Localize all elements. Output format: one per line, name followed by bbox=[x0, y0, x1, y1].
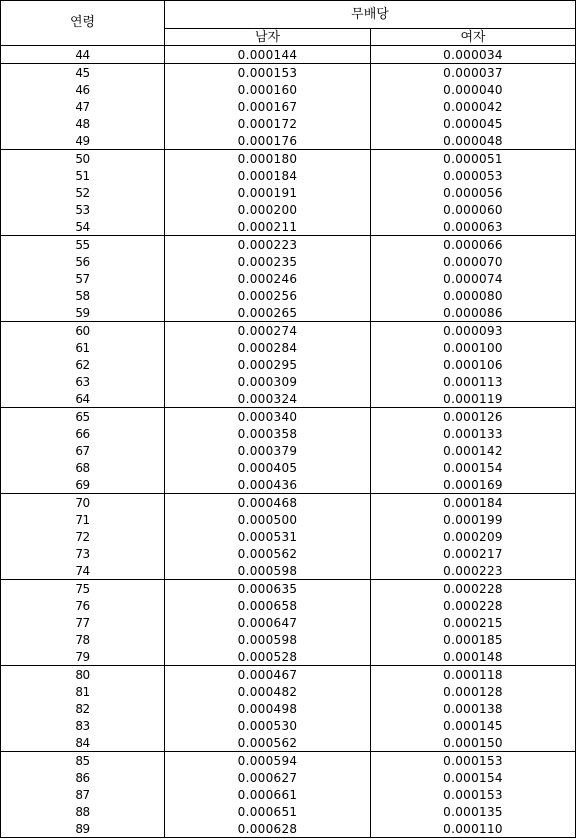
female-rate-cell: 0.000126 bbox=[371, 408, 576, 426]
table-row bbox=[1, 631, 576, 648]
age-cell: 52 bbox=[1, 184, 165, 201]
male-rate-cell: 0.000284 bbox=[165, 339, 371, 356]
table-row bbox=[1, 769, 576, 786]
female-rate-cell: 0.000093 bbox=[371, 322, 576, 340]
male-rate-cell: 0.000405 bbox=[165, 459, 371, 476]
male-rate-cell: 0.000628 bbox=[165, 820, 371, 838]
table-row bbox=[1, 580, 576, 598]
group-column-header: 무배당 bbox=[165, 1, 576, 29]
table-row bbox=[1, 459, 576, 476]
female-rate-cell: 0.000142 bbox=[371, 442, 576, 459]
age-cell: 62 bbox=[1, 356, 165, 373]
age-cell: 64 bbox=[1, 390, 165, 408]
table-row bbox=[1, 167, 576, 184]
male-rate-cell: 0.000340 bbox=[165, 408, 371, 426]
table-row bbox=[1, 322, 576, 340]
female-rate-cell: 0.000223 bbox=[371, 562, 576, 580]
table-row bbox=[1, 562, 576, 580]
male-rate-cell: 0.000562 bbox=[165, 545, 371, 562]
male-rate-cell: 0.000594 bbox=[165, 752, 371, 770]
male-rate-cell: 0.000500 bbox=[165, 511, 371, 528]
table-row bbox=[1, 545, 576, 562]
table-row bbox=[1, 442, 576, 459]
male-rate-cell: 0.000324 bbox=[165, 390, 371, 408]
age-cell: 46 bbox=[1, 81, 165, 98]
male-rate-cell: 0.000498 bbox=[165, 700, 371, 717]
male-rate-cell: 0.000598 bbox=[165, 631, 371, 648]
age-cell: 45 bbox=[1, 64, 165, 82]
female-rate-cell: 0.000145 bbox=[371, 717, 576, 734]
female-rate-cell: 0.000184 bbox=[371, 494, 576, 512]
age-cell: 84 bbox=[1, 734, 165, 752]
male-rate-cell: 0.000184 bbox=[165, 167, 371, 184]
table-row bbox=[1, 528, 576, 545]
male-rate-cell: 0.000223 bbox=[165, 236, 371, 254]
male-rate-cell: 0.000658 bbox=[165, 597, 371, 614]
female-rate-cell: 0.000228 bbox=[371, 580, 576, 598]
table-row bbox=[1, 700, 576, 717]
female-rate-cell: 0.000106 bbox=[371, 356, 576, 373]
female-rate-cell: 0.000086 bbox=[371, 304, 576, 322]
age-cell: 55 bbox=[1, 236, 165, 254]
male-rate-cell: 0.000651 bbox=[165, 803, 371, 820]
female-rate-cell: 0.000199 bbox=[371, 511, 576, 528]
table-row bbox=[1, 614, 576, 631]
table-row bbox=[1, 803, 576, 820]
table-row bbox=[1, 648, 576, 666]
male-rate-cell: 0.000309 bbox=[165, 373, 371, 390]
female-rate-cell: 0.000045 bbox=[371, 115, 576, 132]
male-rate-cell: 0.000661 bbox=[165, 786, 371, 803]
male-column-header: 남자 bbox=[165, 29, 371, 46]
table-row bbox=[1, 218, 576, 236]
female-rate-cell: 0.000215 bbox=[371, 614, 576, 631]
table-row bbox=[1, 253, 576, 270]
male-rate-cell: 0.000482 bbox=[165, 683, 371, 700]
table-row bbox=[1, 64, 576, 82]
age-cell: 53 bbox=[1, 201, 165, 218]
table-row bbox=[1, 150, 576, 168]
table-row bbox=[1, 494, 576, 512]
male-rate-cell: 0.000172 bbox=[165, 115, 371, 132]
female-rate-cell: 0.000154 bbox=[371, 459, 576, 476]
age-cell: 58 bbox=[1, 287, 165, 304]
table-row bbox=[1, 511, 576, 528]
table-row bbox=[1, 132, 576, 150]
age-cell: 59 bbox=[1, 304, 165, 322]
female-rate-cell: 0.000228 bbox=[371, 597, 576, 614]
age-cell: 70 bbox=[1, 494, 165, 512]
age-cell: 73 bbox=[1, 545, 165, 562]
table-row bbox=[1, 717, 576, 734]
female-rate-cell: 0.000040 bbox=[371, 81, 576, 98]
age-cell: 44 bbox=[1, 46, 165, 64]
female-rate-cell: 0.000037 bbox=[371, 64, 576, 82]
table-row bbox=[1, 184, 576, 201]
female-rate-cell: 0.000070 bbox=[371, 253, 576, 270]
table-row bbox=[1, 270, 576, 287]
age-cell: 82 bbox=[1, 700, 165, 717]
age-cell: 61 bbox=[1, 339, 165, 356]
female-rate-cell: 0.000148 bbox=[371, 648, 576, 666]
age-cell: 79 bbox=[1, 648, 165, 666]
female-rate-cell: 0.000053 bbox=[371, 167, 576, 184]
table-row bbox=[1, 304, 576, 322]
male-rate-cell: 0.000358 bbox=[165, 425, 371, 442]
age-cell: 80 bbox=[1, 666, 165, 684]
male-rate-cell: 0.000295 bbox=[165, 356, 371, 373]
age-cell: 65 bbox=[1, 408, 165, 426]
male-rate-cell: 0.000467 bbox=[165, 666, 371, 684]
age-cell: 57 bbox=[1, 270, 165, 287]
female-rate-cell: 0.000128 bbox=[371, 683, 576, 700]
age-cell: 75 bbox=[1, 580, 165, 598]
age-cell: 68 bbox=[1, 459, 165, 476]
male-rate-cell: 0.000562 bbox=[165, 734, 371, 752]
male-rate-cell: 0.000635 bbox=[165, 580, 371, 598]
male-rate-cell: 0.000256 bbox=[165, 287, 371, 304]
female-rate-cell: 0.000048 bbox=[371, 132, 576, 150]
male-rate-cell: 0.000627 bbox=[165, 769, 371, 786]
female-rate-cell: 0.000217 bbox=[371, 545, 576, 562]
female-rate-cell: 0.000154 bbox=[371, 769, 576, 786]
male-rate-cell: 0.000211 bbox=[165, 218, 371, 236]
age-cell: 72 bbox=[1, 528, 165, 545]
table-row bbox=[1, 287, 576, 304]
female-rate-cell: 0.000153 bbox=[371, 786, 576, 803]
female-rate-cell: 0.000042 bbox=[371, 98, 576, 115]
female-rate-cell: 0.000185 bbox=[371, 631, 576, 648]
male-rate-cell: 0.000647 bbox=[165, 614, 371, 631]
age-cell: 88 bbox=[1, 803, 165, 820]
male-rate-cell: 0.000180 bbox=[165, 150, 371, 168]
female-rate-cell: 0.000034 bbox=[371, 46, 576, 64]
table-row bbox=[1, 390, 576, 408]
male-rate-cell: 0.000200 bbox=[165, 201, 371, 218]
age-cell: 63 bbox=[1, 373, 165, 390]
table-row bbox=[1, 786, 576, 803]
age-cell: 77 bbox=[1, 614, 165, 631]
female-rate-cell: 0.000063 bbox=[371, 218, 576, 236]
table-body bbox=[1, 46, 576, 838]
age-cell: 51 bbox=[1, 167, 165, 184]
table-row bbox=[1, 597, 576, 614]
female-rate-cell: 0.000153 bbox=[371, 752, 576, 770]
age-cell: 89 bbox=[1, 820, 165, 838]
female-rate-cell: 0.000051 bbox=[371, 150, 576, 168]
table-row bbox=[1, 666, 576, 684]
female-rate-cell: 0.000074 bbox=[371, 270, 576, 287]
male-rate-cell: 0.000598 bbox=[165, 562, 371, 580]
table-row bbox=[1, 81, 576, 98]
table-row bbox=[1, 408, 576, 426]
table-row bbox=[1, 236, 576, 254]
age-cell: 49 bbox=[1, 132, 165, 150]
table-row bbox=[1, 115, 576, 132]
age-cell: 56 bbox=[1, 253, 165, 270]
female-rate-cell: 0.000119 bbox=[371, 390, 576, 408]
male-rate-cell: 0.000144 bbox=[165, 46, 371, 64]
age-cell: 85 bbox=[1, 752, 165, 770]
male-rate-cell: 0.000176 bbox=[165, 132, 371, 150]
table-row bbox=[1, 752, 576, 770]
age-cell: 60 bbox=[1, 322, 165, 340]
female-rate-cell: 0.000133 bbox=[371, 425, 576, 442]
male-rate-cell: 0.000160 bbox=[165, 81, 371, 98]
table-header bbox=[1, 1, 576, 46]
male-rate-cell: 0.000379 bbox=[165, 442, 371, 459]
female-rate-cell: 0.000138 bbox=[371, 700, 576, 717]
age-cell: 86 bbox=[1, 769, 165, 786]
female-rate-cell: 0.000066 bbox=[371, 236, 576, 254]
age-cell: 74 bbox=[1, 562, 165, 580]
table-row bbox=[1, 98, 576, 115]
female-rate-cell: 0.000060 bbox=[371, 201, 576, 218]
male-rate-cell: 0.000528 bbox=[165, 648, 371, 666]
female-rate-cell: 0.000056 bbox=[371, 184, 576, 201]
male-rate-cell: 0.000167 bbox=[165, 98, 371, 115]
age-cell: 47 bbox=[1, 98, 165, 115]
age-column-header: 연령 bbox=[1, 1, 165, 46]
table-row bbox=[1, 820, 576, 838]
table-row bbox=[1, 339, 576, 356]
age-cell: 81 bbox=[1, 683, 165, 700]
male-rate-cell: 0.000235 bbox=[165, 253, 371, 270]
age-cell: 48 bbox=[1, 115, 165, 132]
male-rate-cell: 0.000265 bbox=[165, 304, 371, 322]
male-rate-cell: 0.000436 bbox=[165, 476, 371, 494]
male-rate-cell: 0.000153 bbox=[165, 64, 371, 82]
table-row bbox=[1, 476, 576, 494]
female-rate-cell: 0.000118 bbox=[371, 666, 576, 684]
age-cell: 71 bbox=[1, 511, 165, 528]
table-row bbox=[1, 425, 576, 442]
male-rate-cell: 0.000191 bbox=[165, 184, 371, 201]
age-cell: 78 bbox=[1, 631, 165, 648]
age-cell: 87 bbox=[1, 786, 165, 803]
age-cell: 83 bbox=[1, 717, 165, 734]
male-rate-cell: 0.000274 bbox=[165, 322, 371, 340]
table-row bbox=[1, 46, 576, 64]
age-cell: 54 bbox=[1, 218, 165, 236]
table-row bbox=[1, 734, 576, 752]
male-rate-cell: 0.000468 bbox=[165, 494, 371, 512]
female-rate-cell: 0.000080 bbox=[371, 287, 576, 304]
female-rate-cell: 0.000135 bbox=[371, 803, 576, 820]
age-cell: 50 bbox=[1, 150, 165, 168]
female-rate-cell: 0.000110 bbox=[371, 820, 576, 838]
female-rate-cell: 0.000209 bbox=[371, 528, 576, 545]
male-rate-cell: 0.000531 bbox=[165, 528, 371, 545]
age-cell: 66 bbox=[1, 425, 165, 442]
female-rate-cell: 0.000100 bbox=[371, 339, 576, 356]
table-row bbox=[1, 356, 576, 373]
female-rate-cell: 0.000169 bbox=[371, 476, 576, 494]
age-cell: 67 bbox=[1, 442, 165, 459]
table-row bbox=[1, 201, 576, 218]
male-rate-cell: 0.000530 bbox=[165, 717, 371, 734]
female-rate-cell: 0.000150 bbox=[371, 734, 576, 752]
male-rate-cell: 0.000246 bbox=[165, 270, 371, 287]
table-row bbox=[1, 683, 576, 700]
female-column-header: 여자 bbox=[371, 29, 576, 46]
age-cell: 69 bbox=[1, 476, 165, 494]
female-rate-cell: 0.000113 bbox=[371, 373, 576, 390]
age-cell: 76 bbox=[1, 597, 165, 614]
table-row bbox=[1, 373, 576, 390]
